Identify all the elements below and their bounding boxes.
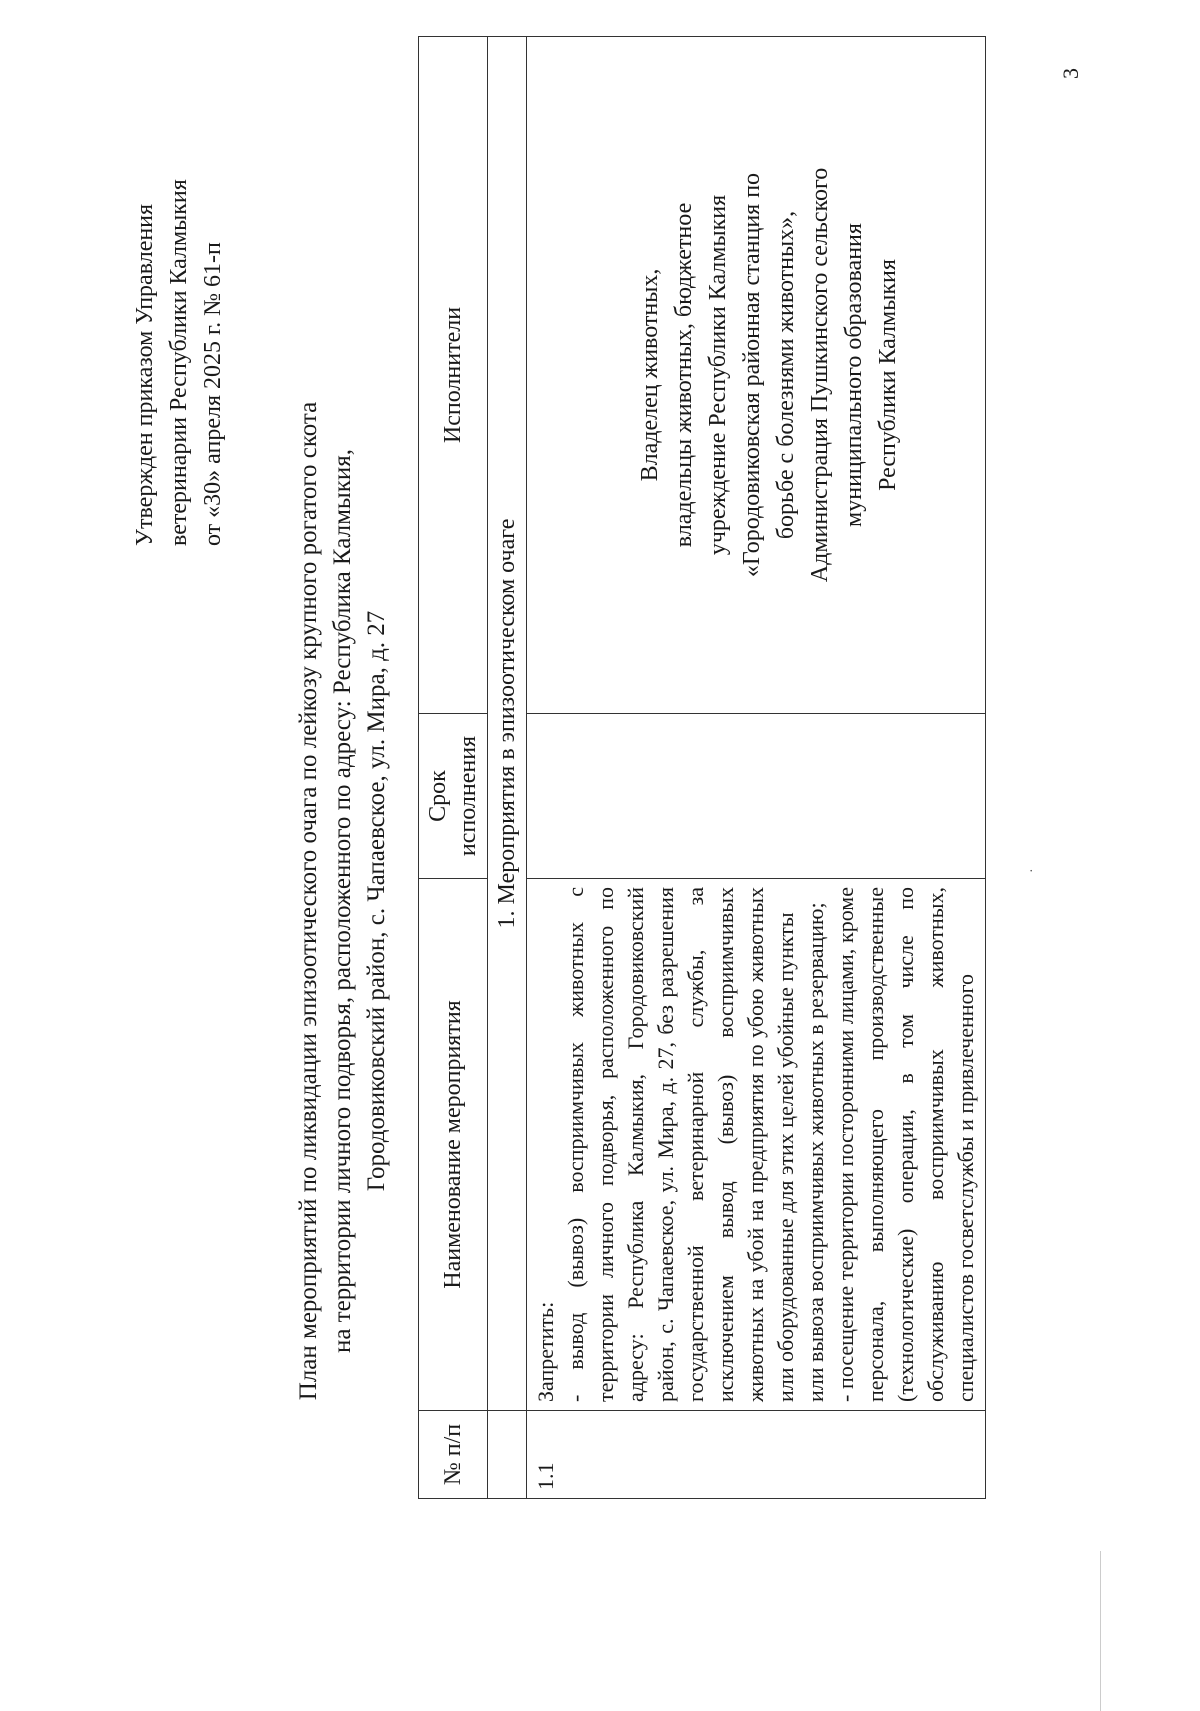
executor-line: владельцы животных, бюджетное [671,202,697,548]
executor-line: муниципального образования [841,223,867,527]
row-number: 1.1 [527,1411,986,1499]
header-term: Срок исполнения [419,714,488,879]
title-line: на территории личного подворья, расположенного по адресу: Республика Калмыкия, [329,449,356,1353]
measure-text [527,879,986,1411]
table-header-row [419,37,488,1499]
scan-dot: · [1025,868,1040,873]
page-number: 3 [1058,68,1083,79]
executor-line: Администрация Пушкинского сельского [807,167,833,583]
title-line: Городовиковский район, с. Чапаевское, ул. Мира, д. 27 [363,610,390,1192]
header-num: № п/п [419,1411,488,1499]
section-num-cell [488,1411,527,1499]
approval-line: ветеринарии Республики Калмыкия [166,179,192,546]
section-row [488,37,527,1499]
measure-paragraph: - вывод (вывоз) восприимчивых животных с территории личного подворья, расположенного по адресу: Республика Калмыкия, Городовиковский район, с. Чапаевское, ул. Мира, д. 27, без разрешения государственной ветеринарной службы, за исключением вывод (вывоз) восприимчивых животных на убой на предприятия по убою животных или оборудованные для этих целей убойные пункты [563,887,798,1402]
scan-edge [1100,1551,1101,1711]
executor-line: «Городовиковская районная станция по [739,172,765,578]
measure-paragraph: Запретить: [533,1301,558,1402]
executor-line: учреждение Республики Калмыкия [705,194,731,556]
executor-line: Владелец животных, [637,268,663,482]
approval-stamp [128,66,230,546]
section-title: 1. Мероприятия в эпизоотическом очаге [488,37,527,1411]
plan-title [292,151,394,1651]
measures-table [418,36,986,1499]
executor-line: борьбе с болезнями животных», [773,210,799,540]
executors-cell [527,37,986,714]
header-name: Наименование мероприятия [419,879,488,1411]
measure-paragraph: - посещение территории посторонними лицами, кроме персонала, выполняющего производственные (технологические) операции, в том числе по обслуживанию восприимчивых животных, специалистов госветслужбы и привлеченного [833,887,978,1402]
measure-paragraph: или вывоза восприимчивых животных в резервацию; [803,902,828,1402]
executor-line: Республики Калмыкия [875,259,901,491]
approval-line: Утвержден приказом Управления [132,203,158,546]
term-cell [527,714,986,879]
title-line: План мероприятий по ликвидации эпизоотического очага по лейкозу крупного рогатого скота [295,401,322,1401]
header-executors: Исполнители [419,37,488,714]
approval-line: от «30» апреля 2025 г. № 61-п [200,242,226,546]
table-row [527,37,986,1499]
